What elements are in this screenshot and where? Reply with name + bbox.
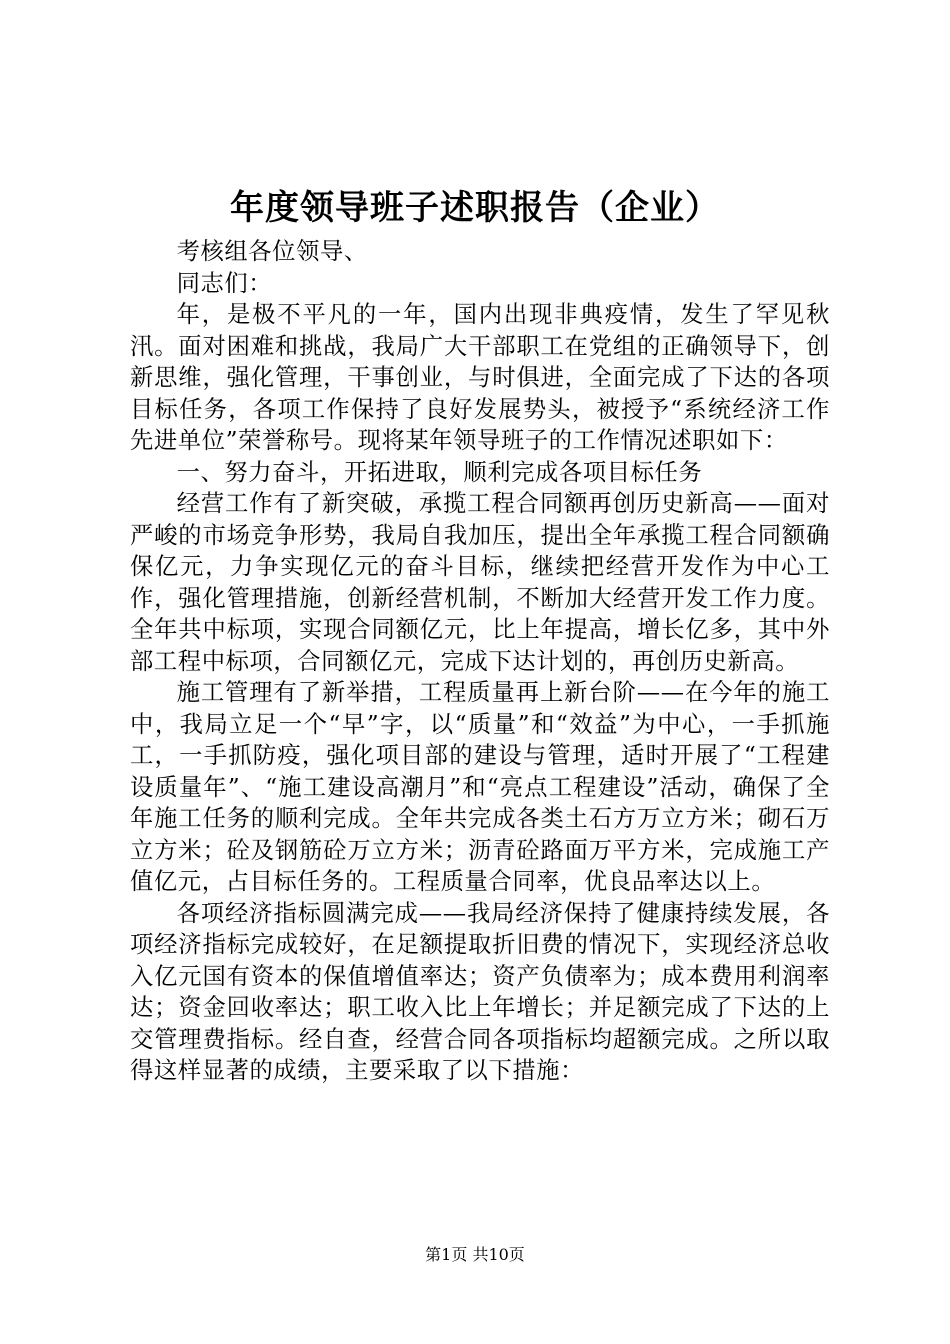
construction-paragraph: 施工管理有了新举措，工程质量再上新台阶——在今年的施工中，我局立足一个“早”字，以“质量”和“效益”为中心，一手抓施工，一手抓防疫，强化项目部的建设与管理，适时开展了“工程建设质量年”、“施工建设高潮月”和“亮点工程建设”活动，确保了全年施工任务的顺利完成。全年共完成各类土石方万立方米；砌石万立方米；砼及钢筋砼万立方米；沥青砼路面万平方米，完成施工产值亿元，占目标任务的。工程质量合同率，优良品率达以上。: [130, 679, 830, 895]
document-body: [130, 236, 830, 1087]
document-title: 年度领导班子述职报告（企业）: [230, 188, 720, 228]
salutation-line-1: 考核组各位领导、: [176, 238, 368, 265]
section-heading: 一、努力奋斗，开拓进取，顺利完成各项目标任务: [176, 458, 703, 486]
intro-paragraph: 年，是极不平凡的一年，国内出现非典疫情，发生了罕见秋汛。面对困难和挑战，我局广大干部职工在党组的正确领导下，创新思维，强化管理，干事创业，与时俱进，全面完成了下达的各项目标任务，各项工作保持了良好发展势头，被授予“系统经济工作先进单位”荣誉称号。现将某年领导班子的工作情况述职如下：: [130, 301, 830, 454]
business-paragraph: 经营工作有了新突破，承揽工程合同额再创历史新高——面对严峻的市场竞争形势，我局自我加压，提出全年承揽工程合同额确保亿元，力争实现亿元的奋斗目标，继续把经营开发作为中心工作，强化管理措施，创新经营机制，不断加大经营开发工作力度。全年共中标项，实现合同额亿元，比上年提高，增长亿多，其中外部工程中标项，合同额亿元，完成下达计划的，再创历史新高。: [130, 490, 830, 675]
economic-paragraph: 各项经济指标圆满完成——我局经济保持了健康持续发展，各项经济指标完成较好，在足额提取折旧费的情况下，实现经济总收入亿元国有资本的保值增值率达；资产负债率为；成本费用利润率达；资金回收率达；职工收入比上年增长；并足额完成了下达的上交管理费指标。经自查，经营合同各项指标均超额完成。之所以取得这样显著的成绩，主要采取了以下措施：: [130, 899, 830, 1084]
salutation-line-2: 同志们：: [176, 269, 273, 297]
page-number: 第1页 共10页: [425, 1245, 525, 1264]
